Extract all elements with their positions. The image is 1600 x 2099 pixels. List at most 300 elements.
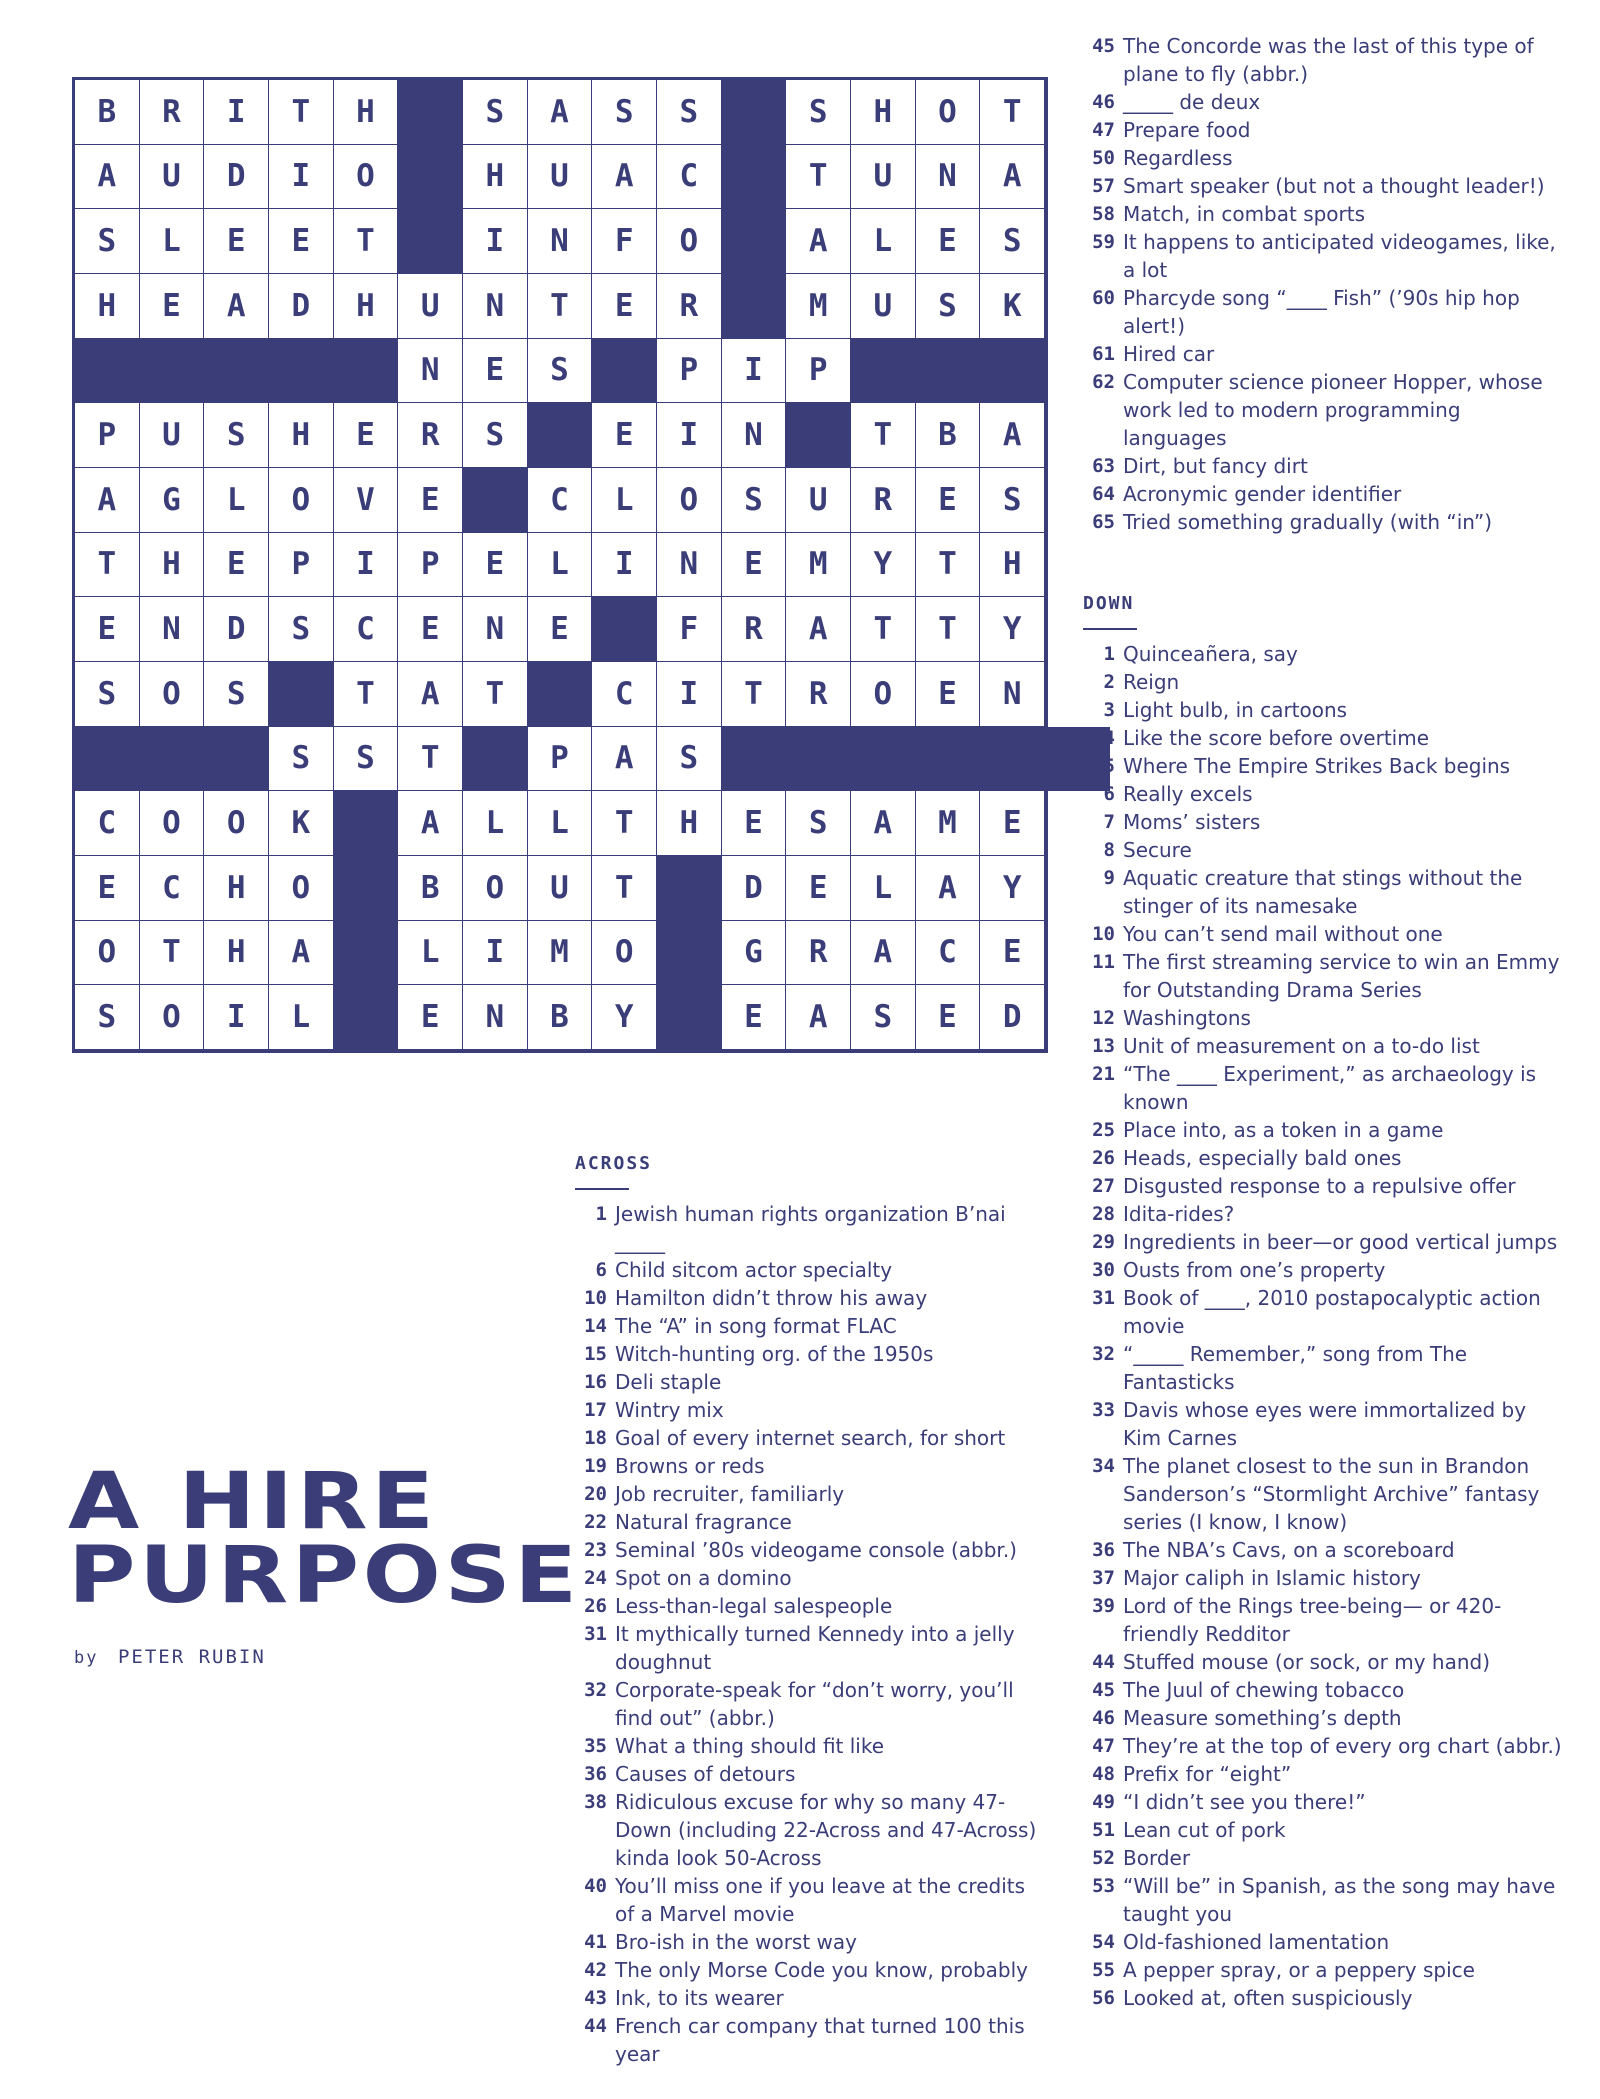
grid-cell[interactable]: S xyxy=(75,662,140,727)
grid-cell[interactable]: O xyxy=(269,468,334,533)
grid-cell[interactable]: N xyxy=(916,145,981,210)
grid-cell[interactable]: T xyxy=(851,403,916,468)
clue-item[interactable] xyxy=(1083,144,1563,172)
clue-item[interactable] xyxy=(1083,1788,1563,1816)
grid-cell[interactable]: T xyxy=(980,80,1045,145)
grid-cell[interactable]: M xyxy=(916,791,981,856)
clue-item[interactable] xyxy=(1083,1592,1563,1648)
grid-cell[interactable]: I xyxy=(204,985,269,1050)
grid-cell[interactable]: D xyxy=(269,274,334,339)
clue-item[interactable] xyxy=(1083,116,1563,144)
clue-item[interactable] xyxy=(575,1200,1045,1256)
grid-cell[interactable]: L xyxy=(528,533,593,598)
grid-cell[interactable]: Y xyxy=(980,856,1045,921)
grid-cell[interactable]: E xyxy=(398,468,463,533)
grid-cell[interactable]: E xyxy=(786,856,851,921)
grid-cell[interactable]: N xyxy=(398,339,463,404)
grid-cell[interactable]: P xyxy=(528,727,593,792)
grid-cell[interactable]: L xyxy=(528,791,593,856)
clue-item[interactable] xyxy=(1083,340,1563,368)
clue-item[interactable] xyxy=(575,1396,1045,1424)
clue-item[interactable] xyxy=(1083,480,1563,508)
grid-cell[interactable]: U xyxy=(528,856,593,921)
grid-cell[interactable]: I xyxy=(592,533,657,598)
black-square xyxy=(657,856,722,921)
grid-cell[interactable]: R xyxy=(786,921,851,986)
grid-cell[interactable]: U xyxy=(786,468,851,533)
grid-cell[interactable]: B xyxy=(75,80,140,145)
grid-cell[interactable]: U xyxy=(140,403,205,468)
grid-cell[interactable]: C xyxy=(75,791,140,856)
clue-item[interactable] xyxy=(1083,172,1563,200)
clue-item[interactable] xyxy=(1083,32,1563,88)
grid-cell[interactable]: P xyxy=(269,533,334,598)
grid-cell[interactable]: T xyxy=(592,791,657,856)
clue-text: Stuffed mouse (or sock, or my hand) xyxy=(1123,1650,1490,1674)
grid-cell[interactable]: R xyxy=(140,80,205,145)
grid-cell[interactable]: G xyxy=(722,921,787,986)
clue-number: 14 xyxy=(584,1315,607,1337)
grid-cell[interactable]: L xyxy=(269,985,334,1050)
grid-cell[interactable]: O xyxy=(140,791,205,856)
grid-cell[interactable]: V xyxy=(334,468,399,533)
black-square xyxy=(722,274,787,339)
grid-cell[interactable]: T xyxy=(398,727,463,792)
grid-cell[interactable]: U xyxy=(528,145,593,210)
grid-cell[interactable]: O xyxy=(204,791,269,856)
clue-item[interactable] xyxy=(1083,452,1563,480)
grid-cell[interactable]: S xyxy=(269,727,334,792)
clue-number: 46 xyxy=(1092,91,1115,113)
grid-cell[interactable]: B xyxy=(528,985,593,1050)
clue-item[interactable] xyxy=(1083,1872,1563,1928)
clue-item[interactable] xyxy=(1083,640,1563,668)
clue-item[interactable] xyxy=(1083,752,1563,780)
clue-item[interactable] xyxy=(575,1788,1045,1872)
grid-cell[interactable]: A xyxy=(269,921,334,986)
clue-item[interactable] xyxy=(1083,920,1563,948)
grid-cell[interactable]: S xyxy=(463,403,528,468)
grid-cell[interactable]: H xyxy=(140,533,205,598)
grid-cell[interactable]: A xyxy=(592,145,657,210)
grid-cell[interactable]: I xyxy=(334,533,399,598)
clue-text: Job recruiter, familiarly xyxy=(615,1482,845,1506)
grid-cell[interactable]: A xyxy=(786,985,851,1050)
clue-item[interactable] xyxy=(575,1872,1045,1928)
grid-cell[interactable]: S xyxy=(786,80,851,145)
grid-cell[interactable]: L xyxy=(140,209,205,274)
grid-cell[interactable]: S xyxy=(463,80,528,145)
clue-item[interactable] xyxy=(1083,1060,1563,1116)
grid-cell[interactable]: A xyxy=(980,145,1045,210)
clue-item[interactable] xyxy=(1083,836,1563,864)
grid-cell[interactable]: E xyxy=(722,533,787,598)
clue-item[interactable] xyxy=(575,1760,1045,1788)
grid-cell[interactable]: F xyxy=(592,209,657,274)
black-square xyxy=(398,145,463,210)
grid-cell[interactable]: Y xyxy=(592,985,657,1050)
grid-cell[interactable]: D xyxy=(722,856,787,921)
grid-cell[interactable]: E xyxy=(334,403,399,468)
grid-cell[interactable]: O xyxy=(140,662,205,727)
grid-cell[interactable]: A xyxy=(592,727,657,792)
grid-cell[interactable]: E xyxy=(916,985,981,1050)
grid-cell[interactable]: T xyxy=(722,662,787,727)
clue-item[interactable] xyxy=(575,1620,1045,1676)
grid-cell[interactable]: L xyxy=(204,468,269,533)
clue-item[interactable] xyxy=(1083,1564,1563,1592)
clue-number: 56 xyxy=(1092,1987,1115,2009)
clue-item[interactable] xyxy=(1083,200,1563,228)
grid-cell[interactable]: S xyxy=(592,80,657,145)
grid-cell[interactable]: D xyxy=(204,145,269,210)
grid-cell[interactable]: L xyxy=(851,856,916,921)
grid-cell[interactable]: E xyxy=(528,597,593,662)
grid-cell[interactable]: D xyxy=(204,597,269,662)
clue-item[interactable] xyxy=(1083,368,1563,452)
grid-cell[interactable]: O xyxy=(851,662,916,727)
grid-cell[interactable]: I xyxy=(657,403,722,468)
grid-cell[interactable]: S xyxy=(980,209,1045,274)
grid-cell[interactable]: C xyxy=(528,468,593,533)
grid-cell[interactable]: H xyxy=(980,533,1045,598)
clue-item[interactable] xyxy=(1083,1116,1563,1144)
grid-cell[interactable]: N xyxy=(463,985,528,1050)
clue-item[interactable] xyxy=(1083,948,1563,1004)
clue-item[interactable] xyxy=(1083,1956,1563,1984)
grid-cell[interactable]: P xyxy=(75,403,140,468)
grid-cell[interactable]: C xyxy=(916,921,981,986)
clue-item[interactable] xyxy=(1083,1704,1563,1732)
grid-cell[interactable]: M xyxy=(528,921,593,986)
clue-item[interactable] xyxy=(575,1984,1045,2012)
grid-cell[interactable]: S xyxy=(528,339,593,404)
grid-cell[interactable]: O xyxy=(657,209,722,274)
grid-cell[interactable]: O xyxy=(334,145,399,210)
grid-cell[interactable]: I xyxy=(204,80,269,145)
clue-item[interactable] xyxy=(575,1284,1045,1312)
clue-item[interactable] xyxy=(1083,228,1563,284)
clue-number: 10 xyxy=(1092,923,1115,945)
grid-cell[interactable]: R xyxy=(657,274,722,339)
black-square xyxy=(722,727,787,792)
clue-item[interactable] xyxy=(575,1956,1045,1984)
grid-cell[interactable]: A xyxy=(786,597,851,662)
grid-cell[interactable]: H xyxy=(463,145,528,210)
grid-cell[interactable]: N xyxy=(657,533,722,598)
clue-text: Witch-hunting org. of the 1950s xyxy=(615,1342,934,1366)
black-square xyxy=(204,727,269,792)
clue-item[interactable] xyxy=(1083,1676,1563,1704)
grid-cell[interactable]: E xyxy=(140,274,205,339)
clue-number: 33 xyxy=(1092,1399,1115,1421)
clue-item[interactable] xyxy=(1083,1284,1563,1340)
grid-cell[interactable]: A xyxy=(75,468,140,533)
clue-number: 26 xyxy=(1092,1147,1115,1169)
grid-cell[interactable]: R xyxy=(851,468,916,533)
clue-text: Secure xyxy=(1123,838,1192,862)
clue-item[interactable] xyxy=(1083,508,1563,536)
clue-item[interactable] xyxy=(1083,1648,1563,1676)
clue-number: 19 xyxy=(584,1455,607,1477)
clue-item[interactable] xyxy=(1083,1816,1563,1844)
clue-item[interactable] xyxy=(575,1340,1045,1368)
black-square xyxy=(786,727,851,792)
clue-item[interactable] xyxy=(1083,1396,1563,1452)
grid-cell[interactable]: A xyxy=(916,856,981,921)
grid-cell[interactable]: E xyxy=(75,856,140,921)
clue-item[interactable] xyxy=(575,1592,1045,1620)
grid-cell[interactable]: C xyxy=(592,662,657,727)
grid-cell[interactable]: E xyxy=(269,209,334,274)
grid-cell[interactable]: N xyxy=(463,597,528,662)
clue-item[interactable] xyxy=(575,2012,1045,2068)
clue-item[interactable] xyxy=(1083,1200,1563,1228)
grid-cell[interactable]: I xyxy=(269,145,334,210)
clue-item[interactable] xyxy=(1083,696,1563,724)
grid-cell[interactable]: E xyxy=(980,791,1045,856)
grid-cell[interactable]: L xyxy=(592,468,657,533)
grid-cell[interactable]: K xyxy=(980,274,1045,339)
grid-cell[interactable]: A xyxy=(75,145,140,210)
clue-number: 30 xyxy=(1092,1259,1115,1281)
clue-item[interactable] xyxy=(1083,724,1563,752)
clue-item[interactable] xyxy=(1083,1928,1563,1956)
grid-cell[interactable]: E xyxy=(722,791,787,856)
clue-item[interactable] xyxy=(1083,1536,1563,1564)
clue-item[interactable] xyxy=(1083,1984,1563,2012)
grid-cell[interactable]: Y xyxy=(980,597,1045,662)
grid-cell[interactable]: O xyxy=(269,856,334,921)
grid-cell[interactable]: R xyxy=(722,597,787,662)
grid-cell[interactable]: E xyxy=(75,597,140,662)
grid-cell[interactable]: E xyxy=(916,468,981,533)
clue-item[interactable] xyxy=(575,1928,1045,1956)
clue-item[interactable] xyxy=(1083,864,1563,920)
grid-cell[interactable]: S xyxy=(722,468,787,533)
grid-cell[interactable]: C xyxy=(334,597,399,662)
clue-item[interactable] xyxy=(575,1564,1045,1592)
down-list xyxy=(1083,640,1563,2012)
grid-cell[interactable]: O xyxy=(657,468,722,533)
clue-item[interactable] xyxy=(1083,284,1563,340)
clue-item[interactable] xyxy=(1083,780,1563,808)
grid-cell[interactable]: A xyxy=(204,274,269,339)
grid-cell[interactable]: T xyxy=(916,533,981,598)
grid-cell[interactable]: T xyxy=(269,80,334,145)
grid-cell[interactable]: E xyxy=(916,209,981,274)
grid-cell[interactable]: A xyxy=(851,921,916,986)
clue-item[interactable] xyxy=(1083,88,1563,116)
clue-item[interactable] xyxy=(1083,1732,1563,1760)
black-square xyxy=(916,727,981,792)
clue-item[interactable] xyxy=(1083,1256,1563,1284)
grid-cell[interactable]: K xyxy=(269,791,334,856)
grid-cell[interactable]: L xyxy=(463,791,528,856)
grid-cell[interactable]: S xyxy=(75,209,140,274)
clue-item[interactable] xyxy=(1083,1032,1563,1060)
grid-cell[interactable]: T xyxy=(592,856,657,921)
clue-item[interactable] xyxy=(575,1508,1045,1536)
clue-text: Measure something’s depth xyxy=(1123,1706,1402,1730)
grid-cell[interactable]: A xyxy=(980,403,1045,468)
grid-cell[interactable]: T xyxy=(75,533,140,598)
grid-cell[interactable]: E xyxy=(592,403,657,468)
grid-cell[interactable]: T xyxy=(916,597,981,662)
grid-cell[interactable]: S xyxy=(204,662,269,727)
grid-cell[interactable]: N xyxy=(722,403,787,468)
grid-cell[interactable]: H xyxy=(269,403,334,468)
grid-cell[interactable]: L xyxy=(851,209,916,274)
grid-cell[interactable]: S xyxy=(851,985,916,1050)
grid-cell[interactable]: B xyxy=(398,856,463,921)
crossword-grid[interactable] xyxy=(72,77,1048,1053)
clue-number: 28 xyxy=(1092,1203,1115,1225)
clue-number: 40 xyxy=(584,1875,607,1897)
clue-item[interactable] xyxy=(1083,1844,1563,1872)
clue-item[interactable] xyxy=(575,1676,1045,1732)
clue-item[interactable] xyxy=(1083,1004,1563,1032)
clue-item[interactable] xyxy=(1083,1144,1563,1172)
grid-cell[interactable]: M xyxy=(786,274,851,339)
grid-cell[interactable]: T xyxy=(334,209,399,274)
black-square xyxy=(398,80,463,145)
grid-cell[interactable]: M xyxy=(786,533,851,598)
grid-cell[interactable]: A xyxy=(851,791,916,856)
grid-cell[interactable]: N xyxy=(528,209,593,274)
grid-cell[interactable]: I xyxy=(657,662,722,727)
grid-cell[interactable]: U xyxy=(140,145,205,210)
grid-cell[interactable]: S xyxy=(334,727,399,792)
clue-text: Where The Empire Strikes Back begins xyxy=(1123,754,1511,778)
grid-cell[interactable]: A xyxy=(786,209,851,274)
clue-number: 58 xyxy=(1092,203,1115,225)
grid-cell[interactable]: T xyxy=(851,597,916,662)
grid-cell[interactable]: I xyxy=(463,921,528,986)
clue-item[interactable] xyxy=(575,1424,1045,1452)
grid-cell[interactable]: S xyxy=(204,403,269,468)
grid-cell[interactable]: S xyxy=(657,727,722,792)
grid-cell[interactable]: B xyxy=(916,403,981,468)
clue-item[interactable] xyxy=(1083,1452,1563,1536)
clue-item[interactable] xyxy=(1083,1340,1563,1396)
clue-item[interactable] xyxy=(1083,1172,1563,1200)
grid-cell[interactable]: H xyxy=(334,274,399,339)
grid-cell[interactable]: O xyxy=(463,856,528,921)
clue-number: 53 xyxy=(1092,1875,1115,1897)
grid-cell[interactable]: E xyxy=(204,209,269,274)
grid-cell[interactable]: E xyxy=(592,274,657,339)
grid-cell[interactable]: L xyxy=(398,921,463,986)
grid-cell[interactable]: O xyxy=(75,921,140,986)
clue-number: 42 xyxy=(584,1959,607,1981)
grid-cell[interactable]: S xyxy=(916,274,981,339)
grid-cell[interactable]: P xyxy=(657,339,722,404)
grid-cell[interactable]: P xyxy=(786,339,851,404)
clue-text: Prepare food xyxy=(1123,118,1251,142)
grid-cell[interactable]: H xyxy=(851,80,916,145)
grid-cell[interactable]: R xyxy=(786,662,851,727)
clue-item[interactable] xyxy=(575,1536,1045,1564)
grid-cell[interactable]: E xyxy=(463,339,528,404)
grid-cell[interactable]: T xyxy=(528,274,593,339)
grid-cell[interactable]: E xyxy=(398,597,463,662)
clue-item[interactable] xyxy=(575,1480,1045,1508)
grid-cell[interactable]: C xyxy=(657,145,722,210)
grid-cell[interactable]: G xyxy=(140,468,205,533)
grid-cell[interactable]: T xyxy=(334,662,399,727)
clue-text: “The ____ Experiment,” as archaeology is known xyxy=(1123,1062,1537,1114)
grid-cell[interactable]: E xyxy=(463,533,528,598)
grid-cell[interactable]: H xyxy=(204,856,269,921)
clue-item[interactable] xyxy=(575,1256,1045,1284)
grid-cell[interactable]: N xyxy=(980,662,1045,727)
grid-cell[interactable]: O xyxy=(592,921,657,986)
grid-cell[interactable]: E xyxy=(398,985,463,1050)
grid-cell[interactable]: S xyxy=(786,791,851,856)
grid-cell[interactable]: N xyxy=(140,597,205,662)
grid-cell[interactable]: S xyxy=(75,985,140,1050)
grid-cell[interactable]: C xyxy=(140,856,205,921)
grid-cell[interactable]: S xyxy=(657,80,722,145)
grid-cell[interactable]: E xyxy=(980,921,1045,986)
grid-cell[interactable]: E xyxy=(722,985,787,1050)
grid-cell[interactable]: T xyxy=(463,662,528,727)
grid-cell[interactable]: T xyxy=(786,145,851,210)
clue-item[interactable] xyxy=(1083,808,1563,836)
clue-number: 47 xyxy=(1092,1735,1115,1757)
grid-cell[interactable]: U xyxy=(398,274,463,339)
clue-item[interactable] xyxy=(1083,1228,1563,1256)
grid-cell[interactable]: T xyxy=(140,921,205,986)
black-square xyxy=(528,662,593,727)
clue-text: Pharcyde song “____ Fish” (’90s hip hop alert!) xyxy=(1123,286,1520,338)
grid-cell[interactable]: R xyxy=(398,403,463,468)
grid-cell[interactable]: D xyxy=(980,985,1045,1050)
grid-cell[interactable]: A xyxy=(398,791,463,856)
grid-cell[interactable]: P xyxy=(398,533,463,598)
grid-cell[interactable]: U xyxy=(851,145,916,210)
clue-text: Causes of detours xyxy=(615,1762,796,1786)
grid-cell[interactable]: A xyxy=(398,662,463,727)
grid-cell[interactable]: N xyxy=(463,274,528,339)
grid-cell[interactable]: Y xyxy=(851,533,916,598)
clue-item[interactable] xyxy=(575,1452,1045,1480)
grid-cell[interactable]: U xyxy=(851,274,916,339)
grid-cell[interactable]: H xyxy=(204,921,269,986)
grid-cell[interactable]: I xyxy=(722,339,787,404)
grid-cell[interactable]: E xyxy=(204,533,269,598)
grid-cell[interactable]: A xyxy=(528,80,593,145)
grid-cell[interactable]: H xyxy=(657,791,722,856)
grid-cell[interactable]: H xyxy=(334,80,399,145)
clue-item[interactable] xyxy=(575,1732,1045,1760)
grid-cell[interactable]: E xyxy=(916,662,981,727)
grid-cell[interactable]: I xyxy=(463,209,528,274)
clue-item[interactable] xyxy=(575,1368,1045,1396)
clue-number: 65 xyxy=(1092,511,1115,533)
grid-cell[interactable]: S xyxy=(269,597,334,662)
grid-cell[interactable]: F xyxy=(657,597,722,662)
grid-cell[interactable]: H xyxy=(75,274,140,339)
grid-cell[interactable]: O xyxy=(140,985,205,1050)
grid-cell[interactable]: S xyxy=(980,468,1045,533)
clue-item[interactable] xyxy=(1083,668,1563,696)
grid-cell[interactable]: O xyxy=(916,80,981,145)
clue-number: 51 xyxy=(1092,1819,1115,1841)
clue-item[interactable] xyxy=(1083,1760,1563,1788)
clue-item[interactable] xyxy=(575,1312,1045,1340)
